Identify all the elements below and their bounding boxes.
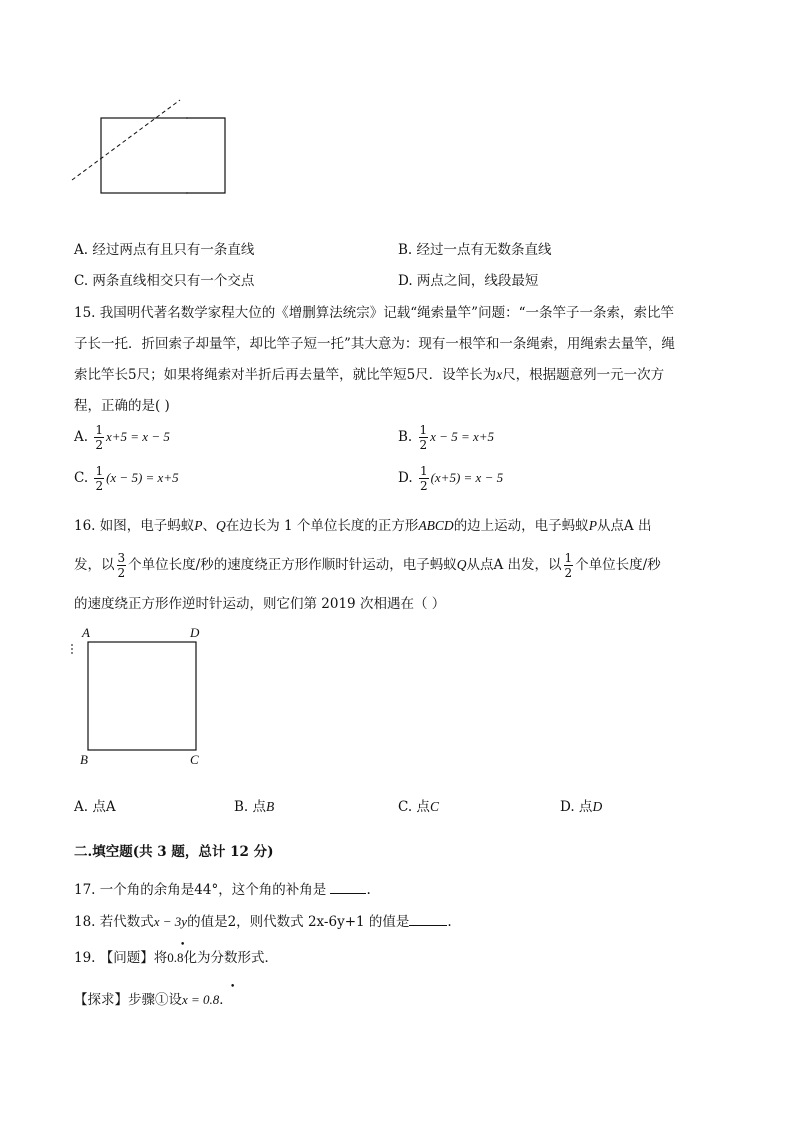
q14-option-a: A. 经过两点有且只有一条直线 <box>74 242 255 258</box>
vertex-label-b: B <box>80 752 88 767</box>
repeating-decimal: 0.8 <box>167 950 184 965</box>
explore-step-1: 【探求】步骤①设x = 0.8． <box>74 992 233 1008</box>
repeating-dot-mark: • <box>180 940 186 950</box>
q15-line-3: 索比竿长5尺；如果将绳索对半折后再去量竿，就比竿短5尺．设竿长为x尺，根据题意列一元一次方 <box>74 367 665 383</box>
q16-option-c: C. 点C <box>398 799 439 815</box>
q16-option-b: B. 点B <box>234 799 275 815</box>
figure-dashed-line <box>72 100 180 180</box>
repeating-dot-mark-2: • <box>230 982 236 992</box>
q16-option-a: A. 点A <box>74 799 116 815</box>
q17: 17. 一个角的余角是44°，这个角的补角是 . <box>74 882 371 898</box>
q14-option-b: B. 经过一点有无数条直线 <box>398 242 552 258</box>
q15-line-1: 15. 我国明代著名数学家程大位的《增删算法统宗》记载“绳索量竿”问题：“一条竿子一条索，索比竿 <box>74 305 674 321</box>
q15-option-c: C. $\frac{1}{2}$ (x − 5) = x+5 <box>74 464 179 493</box>
figure-rectangle-dashed-line <box>68 96 188 202</box>
figure-square-abcd <box>70 626 210 774</box>
q15-option-a: A. $\frac{1}{2}$ x+5 = x − 5 <box>74 423 170 452</box>
q15-option-b: B. $\frac{1}{2}$ x − 5 = x+5 <box>398 423 495 452</box>
q16-line-3: 的速度绕正方形作逆时针运动，则它们第 2019 次相遇在（ ） <box>74 596 446 612</box>
q16-option-d: D. 点D <box>560 799 603 815</box>
vertex-label-a: A <box>82 625 90 640</box>
q18: 18. 若代数式x − 3y的值是2，则代数式 2x-6y+1 的值是 . <box>74 914 452 930</box>
q14-option-d: D. 两点之间，线段最短 <box>398 273 539 289</box>
section-title-fill-in: 二.填空题(共 3 题，总计 12 分) <box>74 844 274 860</box>
q15-option-d: D. $\frac{1}{2}$ (x+5) = x − 5 <box>398 464 504 493</box>
q16-line-2: 发，以 $\frac{3}{2}$ 个单位长度/秒的速度绕正方形作顺时针运动，电子蚂蚁Q从点A 出发，以 $\frac{1}{2}$ 个单位长度/秒 <box>74 551 661 580</box>
vertex-label-c: C <box>190 752 199 767</box>
q16-line-1: 16. 如图，电子蚂蚁P、Q在边长为 1 个单位长度的正方形ABCD的边上运动，电子蚂蚁P从点A 出 <box>74 518 652 534</box>
square <box>88 642 196 750</box>
q18-answer-blank <box>409 925 447 926</box>
q15-line-4: 程，正确的是( ) <box>74 398 170 414</box>
q19: 19. 【问题】将0.8化为分数形式． <box>74 950 279 966</box>
vertex-label-d: D <box>190 625 200 640</box>
q14-option-c: C. 两条直线相交只有一个交点 <box>74 273 255 289</box>
figure-rectangle-right-part <box>186 117 228 197</box>
figure-rectangle <box>101 118 188 193</box>
q17-answer-blank <box>330 893 366 894</box>
q15-line-2: 子长一托．折回索子却量竿，却比竿子短一托”其大意为：现有一根竿和一条绳索，用绳索去量竿，绳 <box>74 336 675 352</box>
